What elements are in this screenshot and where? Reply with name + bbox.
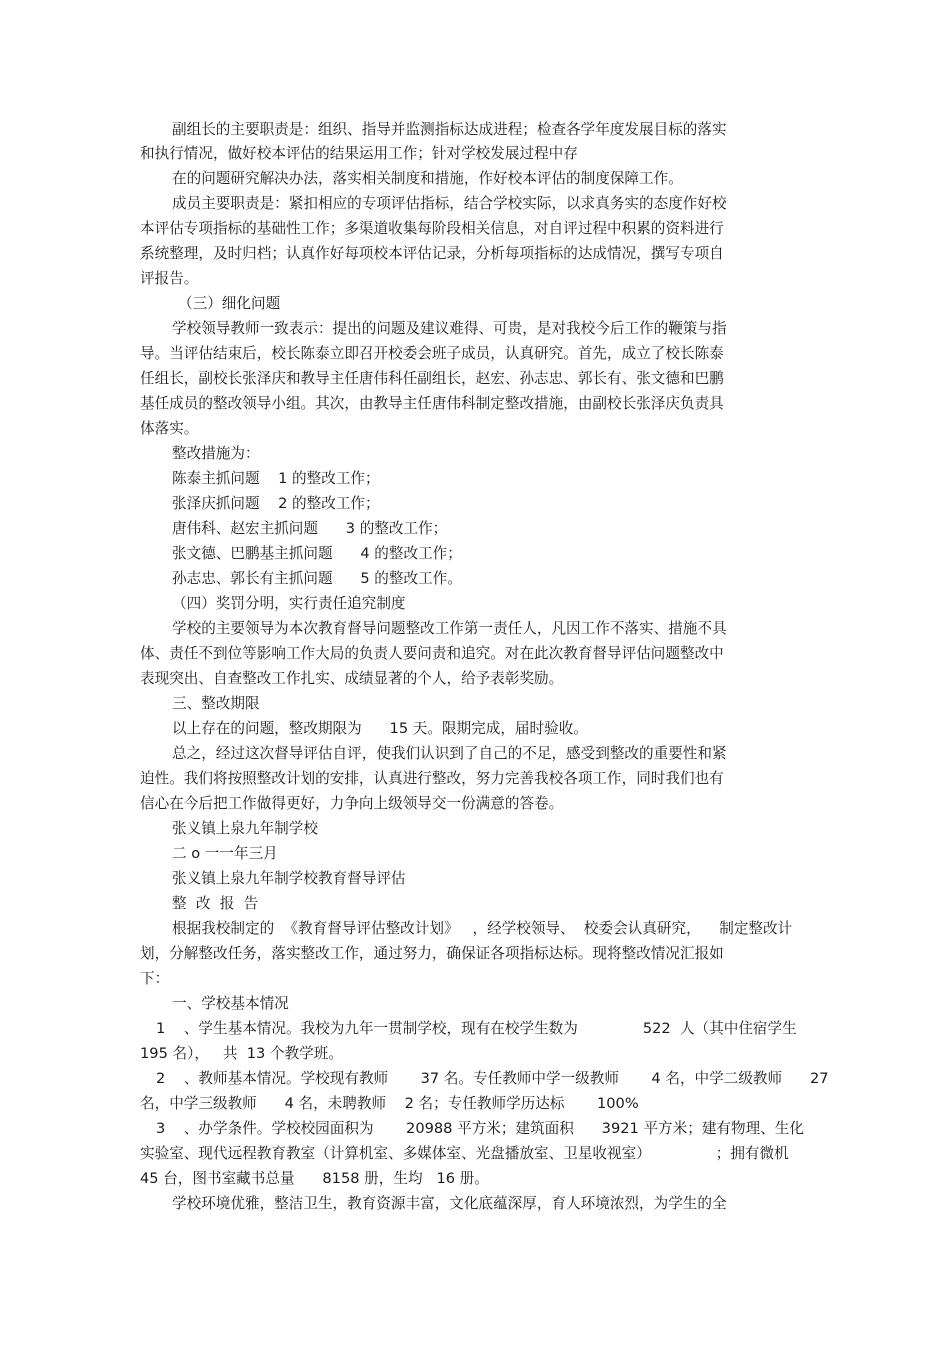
- text-line: 评报告。: [140, 270, 199, 287]
- text-line: 和执行情况，做好校本评估的结果运用工作；针对学校发展过程中存: [140, 145, 578, 162]
- signature-date: 二 o 一一年三月: [172, 845, 278, 862]
- section-heading: 一、学校基本情况: [172, 995, 289, 1012]
- text-line: 以上存在的问题，整改期限为 15 天。限期完成，届时验收。: [172, 720, 588, 737]
- text-line: 学校环境优雅，整洁卫生，教育资源丰富，文化底蕴深厚，育人环境浓烈，为学生的全: [172, 1195, 727, 1212]
- section-heading: （四）奖罚分明，实行责任追究制度: [172, 595, 406, 612]
- text-line: 45 台，图书室藏书总量 8158 册，生均 16 册。: [140, 1170, 489, 1187]
- text-line: 导。当评估结束后，校长陈泰立即召开校委会班子成员，认真研究。首先，成立了校长陈泰: [140, 345, 724, 362]
- text-line: 体落实。: [140, 420, 199, 437]
- section-heading: （三）细化问题: [178, 295, 281, 312]
- report-title: 张义镇上泉九年制学校教育督导评估: [172, 870, 406, 887]
- text-line: 在的问题研究解决办法，落实相关制度和措施，作好校本评估的制度保障工作。: [172, 170, 683, 187]
- text-line: 体、责任不到位等影响工作大局的负责人要问责和追究。对在此次教育督导评估问题整改中: [140, 645, 724, 662]
- text-line: 名，中学三级教师 4 名，未聘教师 2 名；专任教师学历达标 100%: [140, 1095, 639, 1112]
- text-line: 学校的主要领导为本次教育督导问题整改工作第一责任人，凡因工作不落实、措施不具: [172, 620, 727, 637]
- text-line: 副组长的主要职责是：组织、指导并监测指标达成进程；检查各学年度发展目标的落实: [172, 121, 727, 138]
- text-line: 2 、教师基本情况。学校现有教师 37 名。专任教师中学一级教师 4 名，中学二级教师 27: [156, 1070, 829, 1087]
- text-line: 系统整理，及时归档；认真作好每项校本评估记录，分析每项指标的达成情况，撰写专项自: [140, 245, 724, 262]
- text-line: 成员主要职责是：紧扣相应的专项评估指标，结合学校实际，以求真务实的态度作好校: [172, 195, 727, 212]
- text-line: 划，分解整改任务，落实整改工作，通过努力，确保证各项指标达标。现将整改情况汇报如: [140, 945, 724, 962]
- report-subtitle: 整 改 报 告: [172, 895, 259, 912]
- text-line: 1 、学生基本情况。我校为九年一贯制学校，现有在校学生数为 522 人（其中住宿学生: [156, 1020, 797, 1037]
- text-line: 根据我校制定的 《教育督导评估整改计划》 ，经学校领导、 校委会认真研究， 制定整改计: [172, 920, 793, 937]
- text-line: 总之，经过这次督导评估自评，使我们认识到了自己的不足，感受到整改的重要性和紧: [172, 745, 727, 762]
- text-line: 任组长，副校长张泽庆和教导主任唐伟科任副组长，赵宏、孙志忠、郭长有、张文德和巴鹏: [140, 370, 724, 387]
- list-item: 张泽庆抓问题 2 的整改工作；: [172, 495, 380, 512]
- text-line: 学校领导教师一致表示：提出的问题及建议难得、可贵，是对我校今后工作的鞭策与指: [172, 320, 727, 337]
- text-line: 基任成员的整改领导小组。其次，由教导主任唐伟科制定整改措施，由副校长张泽庆负责具: [140, 395, 724, 412]
- list-item: 陈泰主抓问题 1 的整改工作；: [172, 470, 380, 487]
- text-line: 实验室、现代远程教育教室（计算机室、多媒体室、光盘播放室、卫星收视室） ；拥有微机: [140, 1145, 789, 1162]
- text-line: 下：: [140, 970, 170, 987]
- text-line: 195 名）， 共 13 个教学班。: [140, 1045, 343, 1062]
- list-item: 张文德、巴鹏基主抓问题 4 的整改工作；: [172, 545, 462, 562]
- text-line: 3 、办学条件。学校校园面积为 20988 平方米；建筑面积 3921 平方米；建有物理、生化: [156, 1120, 804, 1137]
- text-line: 迫性。我们将按照整改计划的安排，认真进行整改，努力完善我校各项工作，同时我们也有: [140, 770, 724, 787]
- section-heading: 三、整改期限: [172, 695, 260, 712]
- text-line: 整改措施为：: [172, 445, 260, 462]
- list-item: 唐伟科、赵宏主抓问题 3 的整改工作；: [172, 520, 448, 537]
- text-line: 信心在今后把工作做得更好，力争向上级领导交一份满意的答卷。: [140, 795, 564, 812]
- text-line: 表现突出、自查整改工作扎实、成绩显著的个人，给予表彰奖励。: [140, 670, 564, 687]
- list-item: 孙志忠、郭长有主抓问题 5 的整改工作。: [172, 570, 462, 587]
- signature-school: 张义镇上泉九年制学校: [172, 820, 318, 837]
- text-line: 本评估专项指标的基础性工作；多渠道收集每阶段相关信息，对自评过程中积累的资料进行: [140, 220, 724, 237]
